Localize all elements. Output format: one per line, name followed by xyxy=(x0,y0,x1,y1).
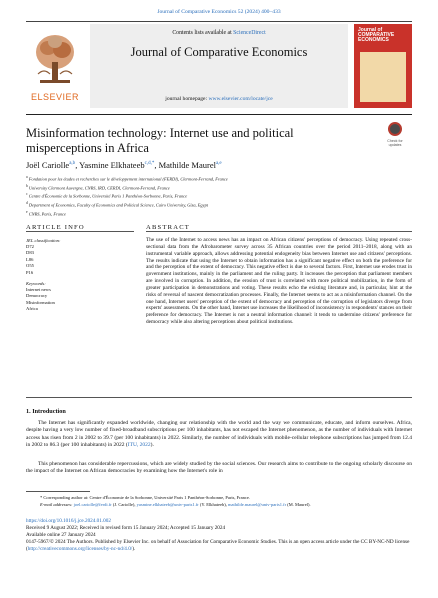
affiliation-text: Fondation pour les études et recherches sur le développement international (FERDI), Clermont-Ferrand, France xyxy=(28,176,228,182)
cover-band xyxy=(360,52,406,102)
author-name[interactable]: Joël Cariolle xyxy=(26,160,70,170)
contents-prefix: Contents lists available at xyxy=(172,30,234,36)
paragraph-text: ). xyxy=(150,441,154,448)
license-text-end: ). xyxy=(132,546,136,553)
publication-details xyxy=(26,518,412,553)
body-paragraph: This phenomenon has considerable repercussions, which are widely studied by the social sciences. Our research aims to contribute to the ongoing scholarly discourse on the impact of the Internet on African democracies by examining how the Internet's role in xyxy=(26,461,412,475)
license-statement xyxy=(26,539,412,553)
abstract-bottom-divider xyxy=(26,397,412,398)
email-link[interactable]: mathilde.maurel@univ-paris1.fr xyxy=(228,501,287,507)
affiliation-marker: b xyxy=(26,183,28,188)
keyword: Misinformation xyxy=(26,299,55,305)
keyword: Africa xyxy=(26,306,38,312)
license-text: 0147-5967/© 2024 The Authors. Published by Elsevier Inc. on behalf of Association for Comparative Economic Studies. This is an open access article under the CC BY-NC-ND license ( xyxy=(26,539,410,553)
keyword: Internet news xyxy=(26,287,51,293)
homepage-prefix: journal homepage: xyxy=(165,96,209,102)
affiliation-text: Centre d'Économie de la Sorbonne, Université Paris 1 Panthéon-Sorbonne, Paris, France xyxy=(28,193,188,199)
check-for-updates-label: Check for updates xyxy=(387,139,403,147)
affiliation xyxy=(26,191,412,200)
email-link[interactable]: yasmine.elkhateeb@univ-paris1.fr xyxy=(136,501,199,507)
jel-code: D83 xyxy=(26,250,34,256)
email-addresses-note xyxy=(26,502,412,509)
received-dates: Received 9 August 2022; Received in revised form 15 January 2024; Accepted 15 January 2024 xyxy=(26,525,226,532)
affiliation-marker: a xyxy=(26,175,28,179)
email-owner: (M. Maurel). xyxy=(286,501,311,507)
citation-link[interactable]: ITU, 2022 xyxy=(127,441,151,448)
email-label: E-mail addresses: xyxy=(40,501,73,507)
check-for-updates-badge[interactable] xyxy=(382,122,408,152)
sciencedirect-link[interactable]: ScienceDirect xyxy=(233,30,266,36)
contents-line xyxy=(90,30,348,36)
jel-label: JEL classification: xyxy=(26,238,61,243)
affiliation-marker: c xyxy=(26,192,28,197)
license-link[interactable]: http://creativecommons.org/licenses/by-nc-nd/4.0/ xyxy=(27,546,133,553)
jel-code: P16 xyxy=(26,269,34,275)
abstract-heading: ABSTRACT xyxy=(146,224,191,231)
affiliation xyxy=(26,200,412,209)
author-name[interactable]: Yasmine Elkhateeb xyxy=(79,160,145,170)
keywords-label: Keywords: xyxy=(26,281,46,287)
jel-code: O55 xyxy=(26,263,34,269)
footnote-divider xyxy=(26,491,90,492)
keyword: Democracy xyxy=(26,293,48,299)
abstract-divider xyxy=(146,231,412,232)
article-info-panel xyxy=(26,237,134,313)
affiliation-marker: d xyxy=(26,201,28,206)
jel-code: D72 xyxy=(26,244,34,249)
affiliation xyxy=(26,183,412,192)
section-heading-introduction: 1. Introduction xyxy=(26,408,66,415)
email-owner: (J. Cariolle), xyxy=(111,501,137,507)
homepage-line xyxy=(90,96,348,102)
footnotes xyxy=(26,495,412,509)
affiliation-marker: e xyxy=(26,209,28,214)
affiliation-list xyxy=(26,174,412,217)
email-link[interactable]: joel.cariolle@ferdi.fr xyxy=(73,501,112,507)
abstract-text: The use of the Internet to access news has an impact on African citizens' perceptions of democracy. Using repeated cross-sectional data from the Afrobarometer survey across 35 African countries over the period 2011–2018, along with an instrumental variable approach, allows addressing potential endogeneity bias between Internet use and citizens' perceptions. The results indicate that using the Internet to obtain information has a significant negative effect on both the preference for and the perception of the extent of democracy. This negative effect is due to several factors. First, Internet use erodes trust in government institutions, mainly in the parliament and the ruling party. It increases the perception that parliament members are involved in corruption. In addition, the erosion of trust is correlated with more political mobilization, in the form of greater participation in demonstrations and voting. These results echo the existing literature and, in particular, hint at the risks of reversal of nascent democratization processes. Finally, the Internet seems to act as a misinformation channel. On the one hand, Internet users' perception of the extent of democracy and perception of the corruption of legislators diverge from experts' assessments. On the other hand, Internet use increases the likelihood of inconsistency in respondents' stances on their preference for democracy. The Internet is not a neutral information channel: it tends to undermine citizens' preference for democracy while also altering perceptions about political institutions. xyxy=(146,237,412,326)
jel-code: L86 xyxy=(26,256,34,262)
author-name[interactable]: Mathilde Maurel xyxy=(158,160,216,170)
affiliation-text: Department of Economics, Faculty of Economics and Political Science, Cairo University, Giza, Egypt xyxy=(28,202,208,208)
homepage-link[interactable]: www.elsevier.com/locate/jce xyxy=(208,96,273,102)
affiliation-text: University Clermont Auvergne, CNRS, IRD, CERDI, Clermont-Ferrand, France xyxy=(28,185,170,191)
journal-cover-thumbnail[interactable] xyxy=(354,24,412,108)
article-info-divider xyxy=(26,231,134,232)
paragraph-text: The Internet has significantly expanded worldwide, changing our relationship with the world and the way we communicate, educate, and inform ourselves. Africa, despite having a very low number of fixed-broadband subscriptions per 100 inhabitants, has not escaped the Internet phenomenon, as the number of individuals with Internet access has risen from 2 in 2002 to 39.7 (per 100 inhabitants) in 2022. Similarly, the number of individuals with mobile-cellular telephone subscriptions has jumped from 12.4 in 2002 to 86.3 (per 100 inhabitants) in 2022 ( xyxy=(26,420,412,448)
doi-link[interactable]: https://doi.org/10.1016/j.jce.2024.01.002 xyxy=(26,518,111,524)
journal-masthead xyxy=(26,24,412,110)
journal-reference[interactable]: Journal of Comparative Economics 52 (2024) 400–433 xyxy=(157,9,281,15)
cover-title: Journal of COMPARATIVE ECONOMICS xyxy=(358,27,395,44)
author-list: Joël Cariolle$^{a,b}$, Yasmine Elkhateeb$^{c,d,*}$, Mathilde Maurel$^{a,e}$ xyxy=(26,160,222,170)
article-page xyxy=(26,0,412,598)
body-paragraph xyxy=(26,420,412,449)
masthead-center xyxy=(90,24,348,108)
affiliation-text: CNRS, Paris, France xyxy=(28,211,67,217)
author-affiliation-marker[interactable]: a,b xyxy=(69,161,76,167)
elsevier-logo[interactable] xyxy=(26,24,84,108)
affiliation xyxy=(26,209,412,218)
corresponding-author-note: * Corresponding author at: Centre d'Économie de la Sorbonne, Université Paris 1 Panthéon-Sorbonne, Paris, France. xyxy=(40,495,251,500)
article-info-heading: ARTICLE INFO xyxy=(26,224,85,231)
elsevier-wordmark: ELSEVIER xyxy=(30,92,80,102)
top-divider xyxy=(26,21,412,22)
check-for-updates-icon xyxy=(388,122,402,136)
article-title: Misinformation technology: Internet use and political misperceptions in Africa xyxy=(26,126,294,155)
elsevier-tree-icon xyxy=(32,30,78,88)
affiliation xyxy=(26,174,412,183)
author-affiliation-marker[interactable]: a,e xyxy=(215,161,222,167)
email-owner: (Y. Elkhateeb), xyxy=(198,501,229,507)
journal-title[interactable]: Journal of Comparative Economics xyxy=(130,45,308,59)
author-affiliation-marker[interactable]: c,d,* xyxy=(144,161,155,167)
masthead-divider xyxy=(26,114,412,115)
available-online-date: Available online 27 January 2024 xyxy=(26,532,96,539)
